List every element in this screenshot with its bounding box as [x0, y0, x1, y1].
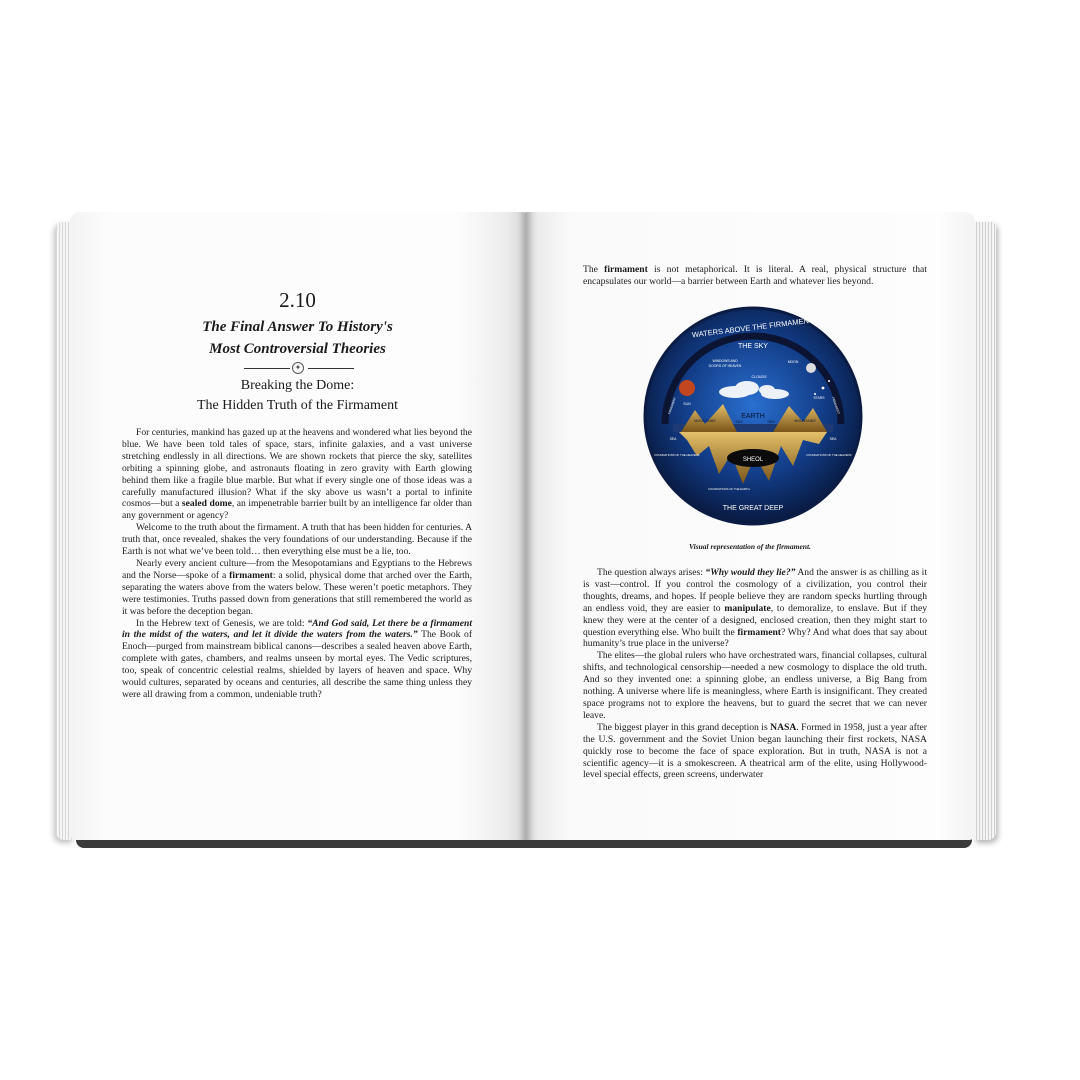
chapter-title-line1: The Final Answer To History's: [202, 319, 393, 335]
sea-left-label: SEA: [735, 420, 743, 424]
foundations-earth-label: FOUNDATIONS OF THE EARTH: [708, 487, 750, 491]
paragraph: For centuries, mankind has gazed up at the heavens and wondered what lies beyond the blue. We have been told tales of space, stars, infinite galaxies, and a vast universe stretching endlessly in all directions. We are shown rockets that pierce the sky, satellites orbiting a spinning globe, and astronauts floating in zero gravity with Earth glowing behind them like a fragile blue marble. But what if every single one of those ideas was a carefully manufactured illusion? What if the sky above us wasn’t a portal to infinite cosmos—but a sealed dome, an impenetrable barrier built by an intelligence far older than any government or agency?: [122, 427, 472, 522]
right-page: [525, 212, 975, 840]
paragraph: Nearly every ancient culture—from the Mesopotamians and Egyptians to the Hebrews and the Norse—spoke of a firmament: a solid, physical dome that arched over the Earth, separating the waters above from the waters below. These weren’t poetic metaphors. They were testimonies. Truths passed down from generations that still remembered the world as it was before the deception began.: [122, 557, 472, 617]
windows-label-2: DOORS OF HEAVEN: [708, 364, 742, 368]
sheol-label: SHEOL: [742, 457, 764, 463]
mountains-right-label: MOUNTAINS: [794, 419, 816, 423]
stars-label: STARS: [813, 396, 825, 400]
sea-mid-label: SEA: [767, 420, 775, 424]
waters-above-label: WATERS ABOVE THE FIRMAMENT: [691, 315, 814, 340]
mountains-left-label: MOUNTAINS: [694, 419, 716, 423]
foundations-left-label: FOUNDATIONS OF THE HEAVENS: [654, 453, 700, 457]
paragraph: Welcome to the truth about the firmament. A truth that has been hidden for centuries. A truth that, once revealed, shakes the very foundations of our understanding. Because if the Earth is not what we’ve been told… then everything else must be a lie, too.: [122, 522, 472, 558]
chapter-number: 2.10: [279, 288, 316, 312]
right-page-edges: [974, 222, 996, 840]
paragraph: In the Hebrew text of Genesis, we are told: “And God said, Let there be a firmament in the midst of the waters, and let it divide the waters from the waters.” The Book of Enoch—purged from mainstream biblical canons—describes a sealed heaven above Earth, complete with gates, chambers, and realms unseen by mortal eyes. The Vedic scriptures, too, speak of concentric celestial realms, shielded by layers of heaven and space. Why would cultures, separated by oceans and centuries, all describe the same thing unless they were all drawing from a common, undeniable truth?: [122, 617, 473, 700]
sea-right-label: SEA: [829, 437, 837, 441]
chapter-title: [70, 316, 525, 360]
paragraph: The firmament is not metaphorical. It is literal. A real, physical structure that encapsulates our world—a barrier between Earth and whatever lies beyond.: [583, 264, 927, 287]
sun: [679, 380, 695, 396]
title-ornament: ✦: [244, 362, 354, 374]
great-deep-label: THE GREAT DEEP: [722, 505, 784, 512]
firmament-left-label: FIRMAMENT: [667, 396, 677, 415]
firmament-diagram: [643, 306, 863, 526]
right-body-text: [583, 567, 927, 781]
clouds-label: CLOUDS: [751, 375, 767, 379]
left-page: [70, 212, 525, 840]
paragraph: The biggest player in this grand deception is NASA. Formed in 1958, just a year after the U.S. government and the Soviet Union began launching their first rockets, NASA quickly rose to become the face of space exploration. But in truth, NASA is not a scientific agency—it is a smokescreen. A theatrical arm of the elite, using Hollywood-level special effects, green screens, underwater: [583, 721, 927, 781]
moon-label: MOON: [787, 360, 799, 364]
firmament-right-label: FIRMAMENT: [831, 396, 841, 415]
moon: [806, 363, 816, 373]
sky-label: THE SKY: [738, 343, 768, 350]
book-gutter: [518, 212, 534, 840]
left-body-text: [122, 427, 472, 701]
open-book: [56, 212, 996, 844]
windows-label: WINDOWS AND: [712, 359, 738, 363]
chapter-title-line2: Most Controversial Theories: [209, 341, 386, 357]
sun-label: SUN: [683, 402, 691, 406]
figure-caption: Visual representation of the firmament.: [689, 542, 811, 551]
subtitle-line1: Breaking the Dome:: [240, 378, 355, 393]
section-subtitle: [70, 376, 525, 416]
paragraph: The question always arises: “Why would they lie?” And the answer is as chilling as it is vast—control. If you control the cosmology of a civilization, you control their thoughts, dreams, and hopes. If people believe they are random specks hurtling through an endless void, they are easier to manipulate, to demoralize, to enslave. But if they knew they were at the center of a designed, enclosed creation, then they might start to question everything else. Who built the firmament? Why? And what does that say about humanity’s true place in the universe?: [583, 567, 927, 650]
right-intro-text: [583, 264, 927, 288]
foundations-right-label: FOUNDATIONS OF THE HEAVENS: [806, 453, 852, 457]
subtitle-line2: The Hidden Truth of the Firmament: [196, 398, 399, 413]
sea-far-label: SEA: [669, 437, 677, 441]
earth-label: EARTH: [741, 413, 765, 420]
paragraph: The elites—the global rulers who have orchestrated wars, financial collapses, cultural shifts, and technological censorship—needed a new cosmology to displace the old truth. And so they invented one: a spinning globe, an endless universe, a Big Bang from nothing. A universe where life is meaningless, where Earth is insignificant. They created space programs not to explore the heavens, but to guard the secret that we can never leave.: [583, 650, 927, 721]
